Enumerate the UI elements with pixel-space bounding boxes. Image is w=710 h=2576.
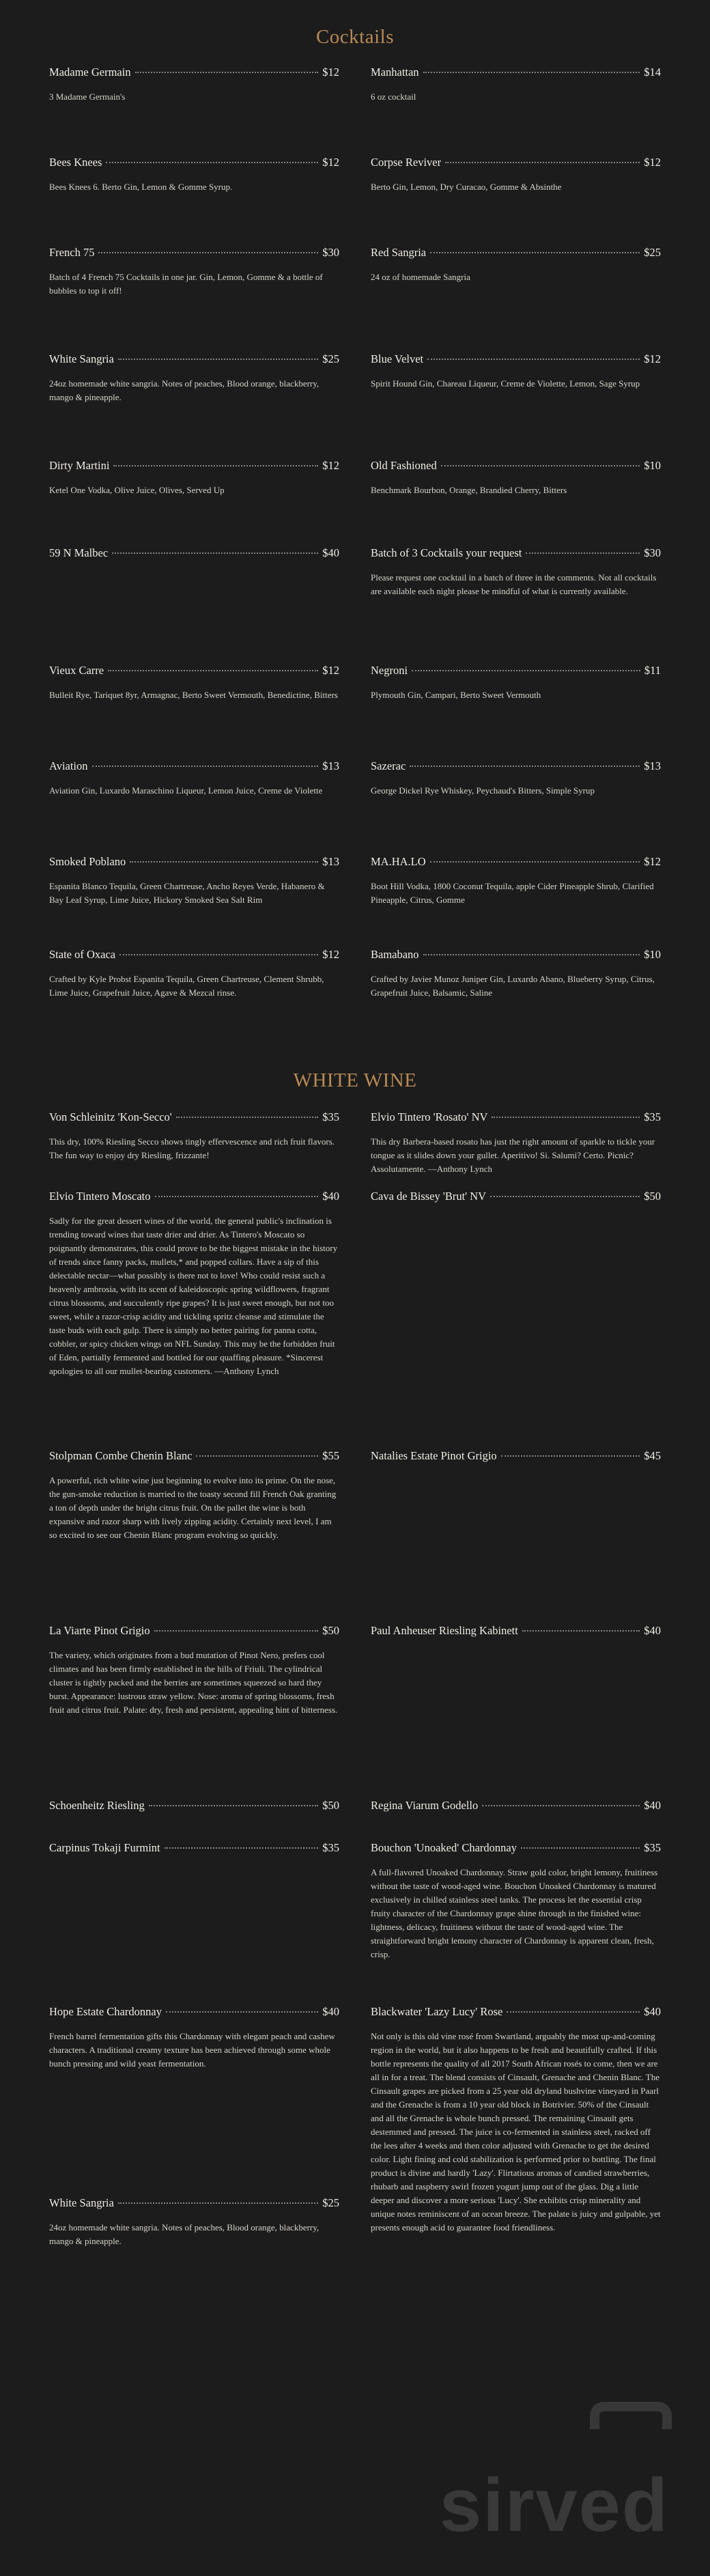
menu-item-description: The variety, which originates from a bud mutation of Pinot Nero, prefers cool climates and has been firmly established in the hills of Friuli. The cylindrical cluster is tightly packed and the berries are sometimes squeezed so hard they burst. Appearance: lustrous straw yellow. Nose: aroma of spring blossoms, fresh fruit and citrus fruit. Palate: dry, fresh and persistent, appealing hint of bitterness. xyxy=(49,1650,338,1715)
dotted-leader xyxy=(196,1455,318,1457)
menu-item-name: White Sangria xyxy=(49,2196,114,2209)
menu-item-name: Negroni xyxy=(371,664,408,677)
menu-item-header xyxy=(371,1841,661,1855)
menu-item-description: 24 oz of homemade Sangria xyxy=(371,272,470,282)
menu-item-price: $25 xyxy=(644,246,661,259)
menu-item-header xyxy=(371,855,661,869)
dotted-leader xyxy=(427,359,640,360)
menu-item-header xyxy=(49,352,339,366)
menu-item-price: $12 xyxy=(322,156,339,169)
menu-item-description: Bulleit Rye, Tariquet 8yr, Armagnac, Berto Sweet Vermouth, Benedictine, Bitters xyxy=(49,690,338,700)
menu-item-name: Manhattan xyxy=(371,66,419,79)
menu-item xyxy=(371,156,692,246)
menu-item-price: $12 xyxy=(322,459,339,472)
menu-item-description: Bees Knees 6. Berto Gin, Lemon & Gomme Syrup. xyxy=(49,182,233,192)
menu-item-header xyxy=(371,156,661,169)
menu-item xyxy=(49,664,371,759)
menu-item xyxy=(371,1449,692,1624)
menu-item-header xyxy=(49,1449,339,1463)
menu-item-price: $40 xyxy=(322,2005,339,2018)
menu-item-name: Schoenheitz Riesling xyxy=(49,1799,145,1812)
menu-item-description: This dry, 100% Riesling Secco shows tingly effervescence and rich fruit flavors. The fun way to enjoy dry Riesling, frizzante! xyxy=(49,1136,335,1160)
menu-item-name: Red Sangria xyxy=(371,246,427,259)
menu-item xyxy=(49,459,371,546)
menu-item-header xyxy=(49,459,339,473)
cocktails-section-title: Cocktails xyxy=(315,26,395,48)
menu-item-description: Please request one cocktail in a batch of three in the comments. Not all cocktails are available each night please be mindful of what is currently available. xyxy=(371,572,657,596)
menu-item-header xyxy=(371,546,661,560)
dotted-leader xyxy=(119,954,318,955)
menu-item xyxy=(49,2005,371,2196)
menu-item-price: $40 xyxy=(322,546,339,559)
menu-item-header xyxy=(371,1799,661,1812)
menu-item-name: Blue Velvet xyxy=(371,352,424,365)
menu-item-header xyxy=(371,2005,661,2019)
menu-item-name: MA.HA.LO xyxy=(371,855,426,868)
menu-item xyxy=(371,2005,692,2232)
menu-item-header xyxy=(49,759,339,773)
dotted-leader xyxy=(118,359,318,360)
menu-item-description: 24oz homemade white sangria. Notes of peaches, Blood orange, blackberry, mango & pineapple. xyxy=(49,378,320,402)
menu-item-price: $50 xyxy=(644,1190,661,1203)
dotted-leader xyxy=(423,954,640,955)
menu-item-price: $35 xyxy=(322,1841,339,1854)
menu-item-header xyxy=(49,66,339,79)
menu-item-price: $50 xyxy=(322,1624,339,1637)
menu-item-header xyxy=(371,246,661,260)
menu-item-name: Natalies Estate Pinot Grigio xyxy=(371,1449,497,1462)
dotted-leader xyxy=(118,2202,318,2204)
menu-item-name: La Viarte Pinot Grigio xyxy=(49,1624,150,1637)
menu-item-price: $12 xyxy=(322,66,339,79)
menu-item-header xyxy=(371,759,661,773)
menu-item-name: Bamabano xyxy=(371,948,419,961)
menu-item-price: $30 xyxy=(644,546,661,559)
menu-item-header xyxy=(371,459,661,473)
menu-item xyxy=(371,855,692,948)
menu-item-name: Sazerac xyxy=(371,759,406,772)
dotted-leader xyxy=(92,766,319,767)
menu-item-header xyxy=(371,1624,661,1638)
dotted-leader xyxy=(410,766,640,767)
menu-item-price: $30 xyxy=(322,246,339,259)
menu-item-name: State of Oxaca xyxy=(49,948,116,961)
menu-item-description: Sadly for the great dessert wines of the world, the general public's inclination is trending toward wines that taste drier and drier. As Tintero's Moscato so poignantly demonstrates, this could prove to be the biggest mistake in the history of trends since fanny packs, mullets,* and popped collars. Have a sip of this delectable nectar—what possibly is there not to love! Who could resist such a heavenly ambrosia, with its scent of kaleidoscopic spring wildflowers, fragrant citrus blossoms, and succulently ripe grapes? It is just sweet enough, but not too sweet, while a razor-crisp acidity and tickling spritz cleanse and stimulate the taste buds with each gulp. There is simply no better pairing for panna cotta, cobbler, or spicy chicken wings on NFL Sunday. This may be the forbidden fruit of Eden, partially fermented and bottled for our quaffing pleasure. *Sincerest apologies to all our mullet-bearing customers. —Anthony Lynch xyxy=(49,1216,338,1376)
menu-item-name: Von Schleinitz 'Kon-Secco' xyxy=(49,1110,172,1123)
menu-item-price: $50 xyxy=(322,1799,339,1812)
menu-item xyxy=(371,1799,692,1841)
menu-item-price: $45 xyxy=(644,1449,661,1462)
dotted-leader xyxy=(108,670,318,671)
menu-item-name: Batch of 3 Cocktails your request xyxy=(371,546,522,559)
menu-item-price: $14 xyxy=(644,66,661,79)
menu-item-price: $40 xyxy=(644,1799,661,1812)
menu-item xyxy=(371,1841,692,2005)
menu-item-name: Aviation xyxy=(49,759,88,772)
menu-item-header xyxy=(49,855,339,869)
menu-item-description: Plymouth Gin, Campari, Berto Sweet Vermouth xyxy=(371,690,541,700)
dotted-leader xyxy=(98,252,318,253)
menu-item xyxy=(49,1624,371,1799)
menu-item-name: Smoked Poblano xyxy=(49,855,126,868)
menu-item-name: Elvio Tintero 'Rosato' NV xyxy=(371,1110,488,1123)
menu-item-price: $40 xyxy=(644,2005,661,2018)
dotted-leader xyxy=(106,162,318,163)
sirved-watermark: sirved xyxy=(439,2463,669,2547)
menu-item-header xyxy=(371,664,661,677)
menu-item xyxy=(49,1799,371,1841)
menu-item-description: Batch of 4 French 75 Cocktails in one jar. Gin, Lemon, Gomme & a bottle of bubbles to top it off! xyxy=(49,272,323,296)
menu-item-header xyxy=(371,1110,661,1124)
menu-item-description: French barrel fermentation gifts this Chardonnay with elegant peach and cashew characters. A traditional creamy texture has been achieved through some whole bunch pressing and wild yeast fermentation. xyxy=(49,2031,335,2069)
menu-item-header xyxy=(49,1110,339,1124)
menu-item xyxy=(371,1624,692,1799)
dotted-leader xyxy=(430,252,640,253)
menu-item-description: This dry Barbera-based rosato has just the right amount of sparkle to tickle your tongue as it slides down your gullet. Aperitivo! Si. Salumi? Certo. Picnic? Assolutamente. —Anthony Lynch xyxy=(371,1136,655,1174)
dotted-leader xyxy=(135,72,319,73)
menu-item-name: Vieux Carre xyxy=(49,664,104,677)
menu-item-price: $25 xyxy=(322,352,339,365)
menu-item-description: Spirit Hound Gin, Chareau Liqueur, Creme de Violette, Lemon, Sage Syrup xyxy=(371,378,640,389)
menu-item-name: Blackwater 'Lazy Lucy' Rose xyxy=(371,2005,503,2018)
dotted-leader xyxy=(521,1847,640,1849)
menu-item-name: Bees Knees xyxy=(49,156,102,169)
menu-item-header xyxy=(49,1799,339,1812)
dotted-leader xyxy=(165,1847,319,1849)
menu-item-price: $40 xyxy=(322,1190,339,1203)
menu-item xyxy=(371,948,692,1044)
menu-item-description: Berto Gin, Lemon, Dry Curacao, Gomme & Absinthe xyxy=(371,182,562,192)
menu-item-header xyxy=(49,948,339,962)
menu-item-price: $35 xyxy=(644,1110,661,1123)
sirved-logo-icon xyxy=(590,2402,672,2429)
menu-item-price: $25 xyxy=(322,2196,339,2209)
menu-item-price: $12 xyxy=(322,948,339,961)
menu-item-description: Crafted by Kyle Probst Espanita Tequila, Green Chartreuse, Clement Shrubb, Lime Juice, Grapefruit Juice, Agave & Mezcal rinse. xyxy=(49,974,324,998)
menu-item-price: $35 xyxy=(322,1110,339,1123)
menu-item-description: Espanita Blanco Tequila, Green Chartreuse, Ancho Reyes Verde, Habanero & Bay Leaf Syrup, Lime Juice, Hickory Smoked Sea Salt Rim xyxy=(49,881,325,905)
menu-item-description: 6 oz cocktail xyxy=(371,92,416,102)
dotted-leader xyxy=(441,465,640,466)
dotted-leader xyxy=(490,1196,640,1197)
menu-item-description: Crafted by Javier Munoz Juniper Gin, Luxardo Abano, Blueberry Syrup, Citrus, Grapefruit Juice, Balsamic, Saline xyxy=(371,974,655,998)
menu-item-price: $13 xyxy=(322,759,339,772)
menu-item-price: $55 xyxy=(322,1449,339,1462)
menu-item-name: Stolpman Combe Chenin Blanc xyxy=(49,1449,193,1462)
menu-item-header xyxy=(49,546,339,560)
menu-item-price: $12 xyxy=(644,855,661,868)
dotted-leader xyxy=(423,72,640,73)
dotted-leader xyxy=(112,552,318,554)
menu-item-description: George Dickel Rye Whiskey, Peychaud's Bitters, Simple Syrup xyxy=(371,785,595,796)
menu-item xyxy=(371,1110,692,1190)
dotted-leader xyxy=(166,2011,318,2013)
menu-item-name: Madame Germain xyxy=(49,66,131,79)
menu-item-price: $35 xyxy=(644,1841,661,1854)
menu-item xyxy=(49,2196,371,2333)
menu-item-name: Cava de Bissey 'Brut' NV xyxy=(371,1190,487,1203)
menu-item-name: Old Fashioned xyxy=(371,459,437,472)
menu-item-price: $13 xyxy=(322,855,339,868)
menu-item xyxy=(49,948,371,1044)
dotted-leader xyxy=(526,552,640,554)
menu-item-description: A full-flavored Unoaked Chardonnay. Straw gold color, bright lemony, fruitiness without the taste of wood-aged wine. Bouchon Unoaked Chardonnay is matured exclusively in chilled stainless steel tanks. The process let the essential crisp fruity character of the Chardonnay grape shine through in the finished wine: lightness, delicacy, fruitiness without the taste of wood-aged wine. The straightforward bright lemony character of Chardonnay is apparent clean, fresh, crisp. xyxy=(371,1867,658,1959)
menu-item xyxy=(49,156,371,246)
menu-item-description: Ketel One Vodka, Olive Juice, Olives, Served Up xyxy=(49,485,225,495)
menu-item xyxy=(49,1449,371,1624)
menu-item-name: Regina Viarum Godello xyxy=(371,1799,479,1812)
menu-item-name: Carpinus Tokaji Furmint xyxy=(49,1841,160,1854)
dotted-leader xyxy=(155,1196,319,1197)
menu-item xyxy=(371,546,692,664)
menu-item xyxy=(371,459,692,546)
dotted-leader xyxy=(430,861,640,863)
menu-item-name: French 75 xyxy=(49,246,95,259)
menu-item xyxy=(371,66,692,156)
menu-item-price: $11 xyxy=(644,664,661,677)
dotted-leader xyxy=(507,2011,640,2013)
menu-item xyxy=(49,1841,371,2005)
menu-item-price: $12 xyxy=(322,664,339,677)
menu-item-header xyxy=(49,1190,339,1203)
menu-item xyxy=(49,246,371,352)
menu-item-header xyxy=(49,1841,339,1855)
menu-item-header xyxy=(49,664,339,677)
menu-item-description: A powerful, rich white wine just beginning to evolve into its prime. On the nose, the gun-smoke reduction is married to the toasty second fill French Oak granting a ton of depth under the bright citrus fruit. On the pallet the wine is both expansive and razor sharp with lively zipping acidity. Certainly next level, I am so excited to see our Chenin Blanc program evolving so quickly. xyxy=(49,1475,337,1540)
menu-item xyxy=(371,759,692,855)
menu-item xyxy=(49,1190,371,1449)
dotted-leader xyxy=(412,670,640,671)
menu-item-price: $12 xyxy=(644,352,661,365)
menu-item-name: Elvio Tintero Moscato xyxy=(49,1190,151,1203)
menu-item xyxy=(49,759,371,855)
dotted-leader xyxy=(482,1805,640,1806)
menu-item-header xyxy=(49,156,339,169)
menu-item-header xyxy=(371,1190,661,1203)
menu-item xyxy=(49,66,371,156)
dotted-leader xyxy=(522,1630,640,1632)
menu-item-price: $13 xyxy=(644,759,661,772)
menu-item xyxy=(49,1110,371,1190)
menu-item-name: White Sangria xyxy=(49,352,114,365)
cocktails-menu-grid xyxy=(0,66,710,1044)
menu-item-name: Bouchon 'Unoaked' Chardonnay xyxy=(371,1841,517,1854)
menu-item-price: $10 xyxy=(644,948,661,961)
menu-item xyxy=(371,1190,692,1449)
menu-item-name: Dirty Martini xyxy=(49,459,110,472)
menu-item xyxy=(371,664,692,759)
dotted-leader xyxy=(501,1455,640,1457)
menu-item-price: $12 xyxy=(644,156,661,169)
white-wine-menu-grid xyxy=(0,1110,710,2333)
menu-item-name: Paul Anheuser Riesling Kabinett xyxy=(371,1624,518,1637)
menu-item-header xyxy=(371,66,661,79)
dotted-leader xyxy=(445,162,640,163)
menu-item xyxy=(49,546,371,664)
white-wine-section-title: WHITE WINE xyxy=(293,1069,417,1091)
menu-item-name: Hope Estate Chardonnay xyxy=(49,2005,162,2018)
menu-item-description: Boot Hill Vodka, 1800 Coconut Tequila, apple Cider Pineapple Shrub, Clarified Pineapple, Citrus, Gomme xyxy=(371,881,654,905)
menu-item-header xyxy=(371,1449,661,1463)
dotted-leader xyxy=(113,465,318,466)
menu-item-price: $10 xyxy=(644,459,661,472)
menu-item-header xyxy=(49,2005,339,2019)
menu-item xyxy=(49,855,371,948)
menu-item xyxy=(371,246,692,352)
menu-item xyxy=(49,352,371,459)
menu-item xyxy=(371,352,692,459)
menu-item-description: Not only is this old vine rosé from Swartland, arguably the most up-and-coming region in the world, but it also happens to be fresh and beautifully crafted. If this bottle represents the quality of all 2017 South African rosés to come, then we are all in for a treat. The blend consists of Cinsault, Grenache and Chenin Blanc. The Cinsault grapes are picked from a 25 year old dryland bushvine vineyard in Paarl and the Grenache is from a 10 year old block in Botrivier. 50% of the Cinsault and all the Grenache is whole bunch pressed. The remaining Cinsault gets destemmed and pressed. The juice is co-fermented in stainless steel, racked off the lees after 4 weeks and then color adjusted with Grenache to get the desired color. Light fining and cold stabilization is performed prior to bottling. The final product is divine and hardly 'Lazy'. Flirtatious aromas of candied strawberries, rhubarb and raspberry swirl frozen yogurt jump out of the glass. Dig a little deeper and discover a more serious 'Lucy'. She exhibits crisp minerality and unique notes reminiscent of an ocean breeze. The palate is juicy and gulpable, yet presents enough acid to guarantee food friendliness. xyxy=(371,2031,661,2232)
menu-item-name: Corpse Reviver xyxy=(371,156,442,169)
menu-item-description: 24oz homemade white sangria. Notes of peaches, Blood orange, blackberry, mango & pineapple. xyxy=(49,2222,320,2246)
dotted-leader xyxy=(492,1117,640,1118)
menu-item-description: 3 Madame Germain's xyxy=(49,92,126,102)
menu-item-header xyxy=(49,246,339,260)
menu-item-header xyxy=(371,948,661,962)
dotted-leader xyxy=(154,1630,319,1632)
menu-item-header xyxy=(371,352,661,366)
menu-item-header xyxy=(49,2196,339,2210)
menu-item-description: Benchmark Bourbon, Orange, Brandied Cherry, Bitters xyxy=(371,485,567,495)
menu-item-name: 59 N Malbec xyxy=(49,546,109,559)
dotted-leader xyxy=(149,1805,318,1806)
menu-item-price: $40 xyxy=(644,1624,661,1637)
dotted-leader xyxy=(130,861,318,863)
menu-item-header xyxy=(49,1624,339,1638)
menu-item-description: Aviation Gin, Luxardo Maraschino Liqueur, Lemon Juice, Creme de Violette xyxy=(49,785,323,796)
dotted-leader xyxy=(176,1117,318,1118)
